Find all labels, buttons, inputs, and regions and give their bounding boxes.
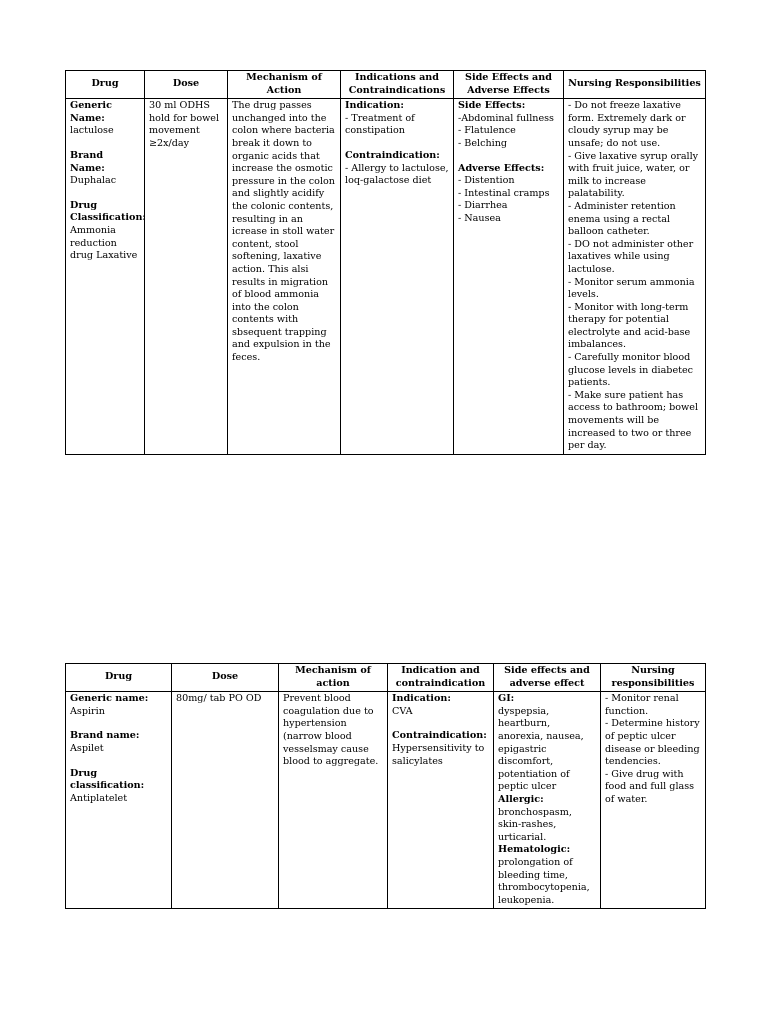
nursing-cell [601,692,706,909]
header-nursing: Nursing Responsibilities [564,71,706,99]
header-dose: Dose [172,664,279,692]
header-side-effects: Side Effects and Adverse Effects [454,71,564,99]
list-item: - Monitor serum ammonia levels. [568,276,695,301]
list-item: - Flatulence [458,125,516,137]
list-item: - Distention [458,175,515,187]
mechanism-cell: The drug passes unchanged into the colon where bacteria break it down to organic acids that increase the osmotic pressure in the colon and slightly acidify the colonic contents, resulting in an icrease in stoll water content, stool softening, laxative action. This alsi results in migration of blood ammonia into the colon contents with sbsequent trapping and expulsion in the feces. [228,99,341,455]
brand-name-value: Aspilet [70,742,104,754]
header-side-effects: Side effects and adverse effect [494,664,601,692]
brand-name-value: Duphalac [70,175,117,187]
side-effects-label: Side Effects: [458,100,526,112]
contraindication-value: - Allergy to lactulose, loq-galactose diet [345,162,449,187]
table-row [66,99,706,455]
adverse-effects-label: Adverse Effects: [458,162,545,174]
header-drug: Drug [66,71,145,99]
list-item: - Diarrhea [458,200,508,212]
table-row [66,692,706,909]
list-item: - Nausea [458,212,501,224]
mechanism-cell: Prevent blood coagulation due to hypertension (narrow blood vesselsmay cause blood to aggregate. [279,692,388,909]
table-header-row [66,664,706,692]
indications-cell [341,99,454,455]
header-indications: Indications and Contraindications [341,71,454,99]
dose-cell: 80mg/ tab PO OD [172,692,279,909]
list-item: - Monitor renal function. [605,693,679,717]
dose-cell: 30 ml ODHS hold for bowel movement ≥2x/day [145,99,228,455]
lactulose-drug-table [65,70,706,455]
generic-name-value: Aspirin [70,705,105,717]
list-item: - Monitor with long-term therapy for potential electrolyte and acid-base imbalances. [568,301,691,351]
indication-label: Indication: [345,100,404,112]
aspirin-drug-table [65,663,706,909]
gi-label: GI: [498,693,515,705]
side-effects-cell [494,692,601,909]
allergic-label: Allergic: [498,793,544,805]
header-mechanism: Mechanism of Action [228,71,341,99]
brand-name-label: Brand Name: [70,149,105,174]
brand-name-label: Brand name: [70,730,140,742]
header-dose: Dose [145,71,228,99]
generic-name-value: lactulose [70,125,114,137]
indication-label: Indication: [392,693,451,705]
generic-name-label: Generic Name: [70,100,112,124]
indication-value: CVA [392,705,413,717]
header-mechanism: Mechanism of action [279,664,388,692]
contraindication-label: Contraindication: [345,149,440,161]
list-item: - Belching [458,137,508,149]
list-item: - Give drug with food and full glass of water. [605,768,695,805]
contraindication-value: Hypersensitivity to salicylates [392,742,485,767]
list-item: - Determine history of peptic ulcer disease or bleeding tendencies. [605,718,700,768]
list-item: - Give laxative syrup orally with fruit juice, water, or milk to increase palatability. [568,150,699,200]
drug-cell [66,99,145,455]
list-item: - Do not freeze laxative form. Extremely dark or cloudy syrup may be unsafe; do not use. [568,100,686,149]
list-item: - Administer retention enema using a rectal balloon catheter. [568,200,676,238]
indications-cell [388,692,494,909]
allergic-value: bronchospasm, skin-rashes, urticarial. [498,806,572,843]
drug-classification-value: Antiplatelet [70,792,128,804]
drug-classification-value: Ammonia reduction drug Laxative [70,224,138,262]
header-indications: Indication and contraindication [388,664,494,692]
gi-value: dyspepsia, heartburn, anorexia, nausea, epigastric discomfort, potentiation of peptic ulcer [498,705,584,793]
drug-cell [66,692,172,909]
list-item: - Carefully monitor blood glucose levels in diabetec patients. [568,352,694,389]
list-item: -Abdominal fullness [458,112,554,124]
header-drug: Drug [66,664,172,692]
list-item: - DO not administer other laxatives while using lactulose. [568,238,694,275]
side-effects-cell [454,99,564,455]
indication-value: - Treatment of constipation [345,112,415,137]
list-item: - Intestinal cramps [458,187,550,199]
generic-name-label: Generic name: [70,693,149,705]
table-header-row [66,71,706,99]
nursing-cell [564,99,706,455]
header-nursing: Nursing responsibilities [601,664,706,692]
drug-classification-label: Drug classification: [70,767,145,792]
list-item: - Make sure patient has access to bathroom; bowel movements will be increased to two or three per day. [568,389,699,452]
contraindication-label: Contraindication: [392,730,487,742]
hematologic-value: prolongation of bleeding time, thrombocytopenia, leukopenia. [498,856,590,906]
drug-classification-label: Drug Classification: [70,199,146,224]
hematologic-label: Hematologic: [498,844,571,856]
